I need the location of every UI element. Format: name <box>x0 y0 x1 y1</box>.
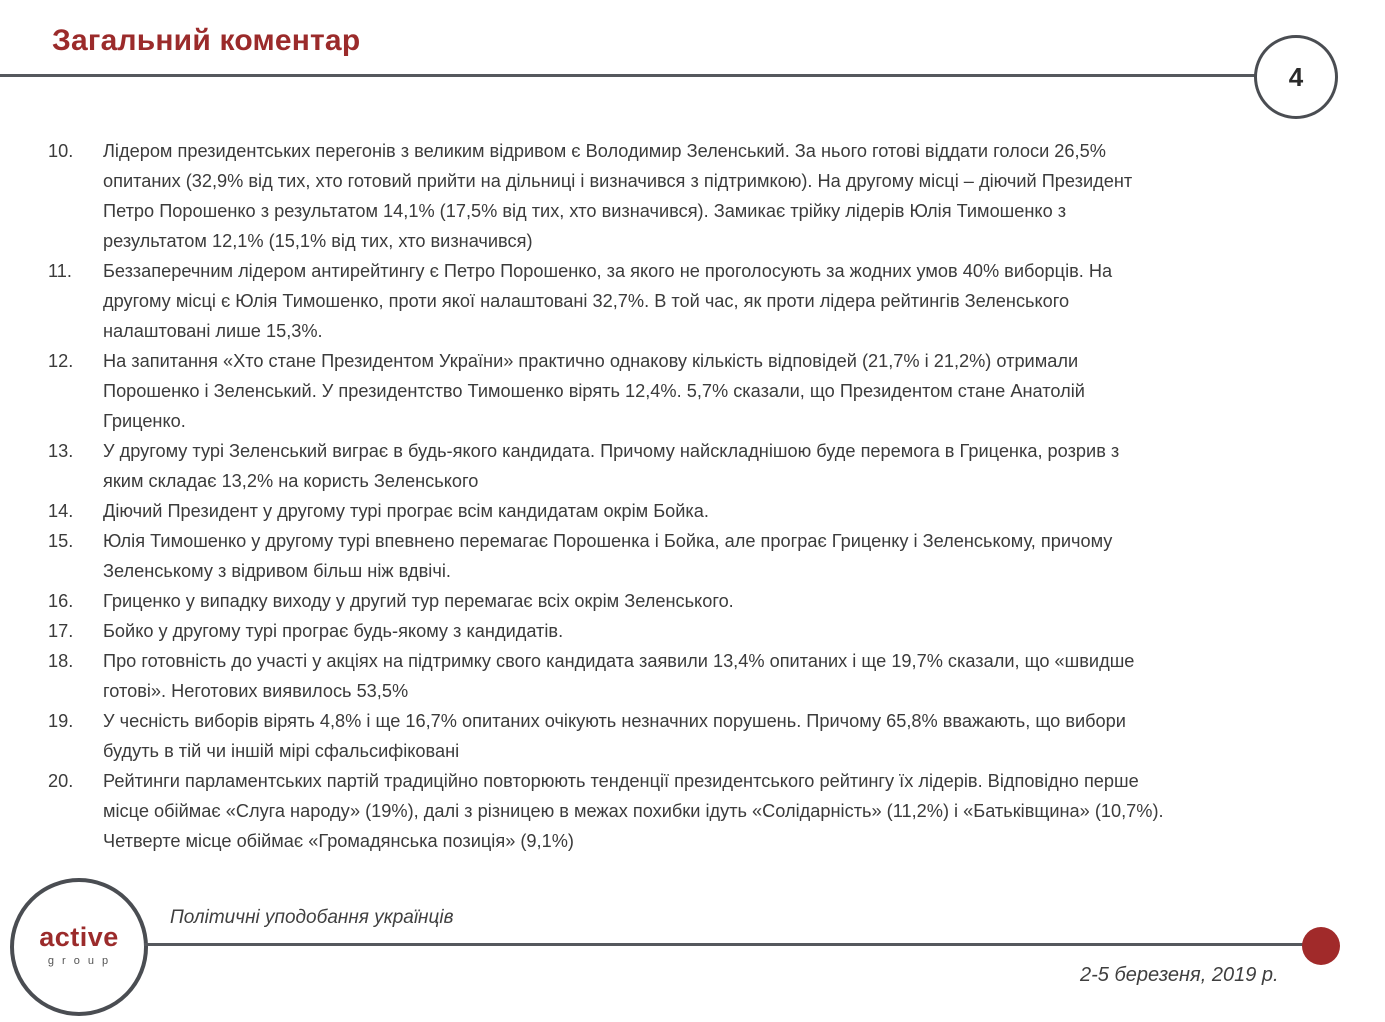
report-title: Політичні уподобання українців <box>170 907 454 928</box>
item-number: 14. <box>48 501 74 521</box>
item-text: Діючий Президент у другому турі програє всім кандидатам окрім Бойка. <box>103 501 709 521</box>
item-text: Беззаперечним лідером антирейтингу є Петро Порошенко, за якого не проголосують за жодних умов 40% виборців. На другому місці є Юлія Тимошенко, проти якої налаштовані 32,7%. В той час, як проти лідера рейтингів Зеленського налаштовані лише 15,3%. <box>103 261 1113 341</box>
item-number: 19. <box>48 711 74 731</box>
item-number: 12. <box>48 351 74 371</box>
list-item <box>48 526 1348 586</box>
list-item <box>48 256 1348 346</box>
item-number: 17. <box>48 621 74 641</box>
logo-wordmark: active <box>39 922 119 952</box>
list-item <box>48 646 1348 706</box>
page-number-badge: 4 <box>1254 35 1338 119</box>
page-title: Загальний коментар <box>52 24 361 57</box>
item-text: Про готовність до участі у акціях на підтримку свого кандидата заявили 13,4% опитаних і ще 19,7% сказали, що «швидше готові». Неготових виявилось 53,5% <box>103 651 1135 701</box>
list-item <box>48 766 1348 856</box>
comment-list <box>48 136 1348 856</box>
report-date: 2-5 березеня, 2019 р. <box>1080 964 1279 986</box>
list-item <box>48 496 1348 526</box>
item-number: 13. <box>48 441 74 461</box>
accent-dot-icon <box>1302 927 1340 965</box>
list-item <box>48 136 1348 256</box>
item-text: Гриценко у випадку виходу у другий тур перемагає всіх окрім Зеленського. <box>103 591 734 611</box>
item-text: Юлія Тимошенко у другому турі впевнено перемагає Порошенка і Бойка, але програє Гриценку і Зеленському, причому Зеленському з відривом більш ніж вдвічі. <box>103 531 1113 581</box>
item-number: 10. <box>48 141 74 161</box>
list-item <box>48 586 1348 616</box>
item-text: У другому турі Зеленський виграє в будь-якого кандидата. Причому найскладнішою буде перемога в Гриценка, розрив з яким складає 13,2% на користь Зеленського <box>103 441 1120 491</box>
item-text: У чесність виборів вірять 4,8% і ще 16,7% опитаних очікують незначних порушень. Причому 65,8% вважають, що вибори будуть в тій чи іншій мірі сфальсифіковані <box>103 711 1126 761</box>
item-number: 11. <box>48 261 72 281</box>
logo-subtitle: group <box>47 955 117 967</box>
list-item <box>48 706 1348 766</box>
item-text: Рейтинги парламентських партій традиційно повторюють тенденції президентського рейтингу їх лідерів. Відповідно перше місце обіймає «Слуга народу» (19%), далі з різницею в межах похибки ідуть «Солідарність» (11,2%) і «Батьківщина» (10,7%). Четверте місце обіймає «Громадянська позиція» (9,1%) <box>103 771 1164 851</box>
item-number: 15. <box>48 531 74 551</box>
item-text: На запитання «Хто стане Президентом України» практично однакову кількість відповідей (21,7% і 21,2%) отримали Порошенко і Зеленський. У президентство Тимошенко вірять 12,4%. 5,7% сказали, що Президентом стане Анатолій Гриценко. <box>103 351 1085 431</box>
item-number: 16. <box>48 591 74 611</box>
list-item <box>48 346 1348 436</box>
item-text: Бойко у другому турі програє будь-якому з кандидатів. <box>103 621 564 641</box>
item-text: Лідером президентських перегонів з великим відривом є Володимир Зеленський. За нього готові віддати голоси 26,5% опитаних (32,9% від тих, хто готовий прийти на дільниці і визначився з підтримкою). На другому місці – діючий Президент Петро Порошенко з результатом 14,1% (17,5% від тих, хто визначився). Замикає трійку лідерів Юлія Тимошенко з результатом 12,1% (15,1% від тих, хто визначився) <box>103 141 1133 251</box>
list-item <box>48 436 1348 496</box>
footer-divider <box>144 943 1308 946</box>
item-number: 20. <box>48 771 74 791</box>
header-divider <box>0 74 1258 77</box>
company-logo <box>10 878 148 1016</box>
item-number: 18. <box>48 651 74 671</box>
list-item <box>48 616 1348 646</box>
